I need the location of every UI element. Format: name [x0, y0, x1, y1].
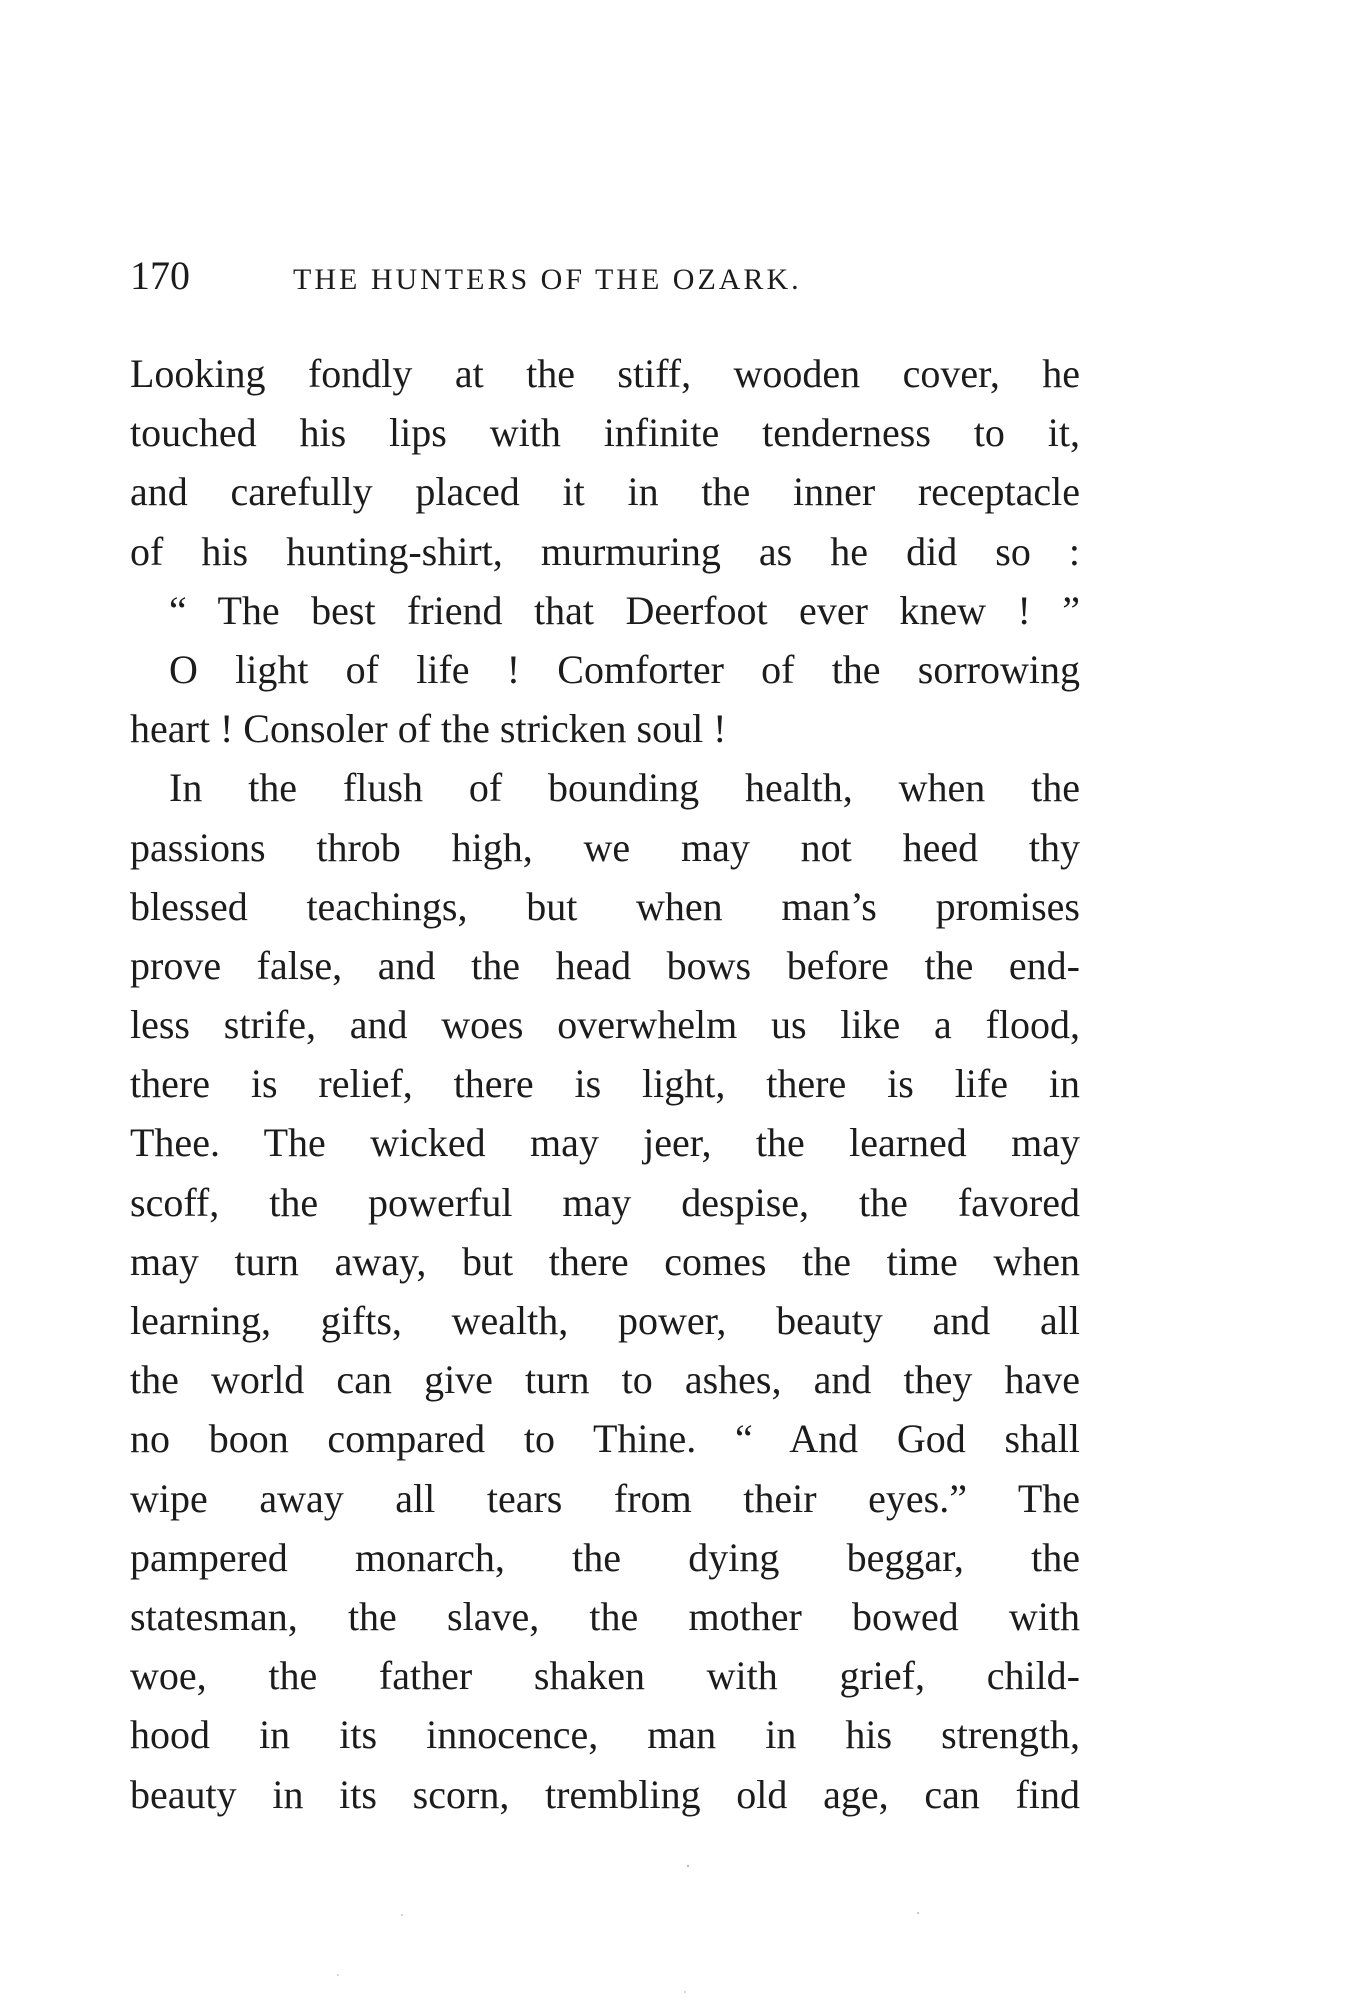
- text-line: and carefully placed it in the inner receptacle: [130, 469, 1080, 515]
- text-line: heart ! Consoler of the stricken soul !: [130, 706, 727, 752]
- text-line: woe, the father shaken with grief, child-: [130, 1653, 1080, 1699]
- text-line: Looking fondly at the stiff, wooden cover, he: [130, 351, 1080, 396]
- speck: [337, 1974, 339, 1976]
- text-line: blessed teachings, but when man’s promises: [130, 883, 1080, 929]
- text-line: passions throb high, we may not heed thy: [130, 824, 1080, 870]
- quoted-line: “ The best friend that Deerfoot ever knew ! ”: [169, 587, 1080, 633]
- text-line: may turn away, but there comes the time when: [130, 1238, 1080, 1284]
- speck: [684, 1991, 686, 1993]
- text-line: no boon compared to Thine. “ And God shall: [130, 1416, 1080, 1462]
- text-line: learning, gifts, wealth, power, beauty and all: [130, 1298, 1080, 1343]
- text-line: wipe away all tears from their eyes.” The: [130, 1475, 1080, 1521]
- speck: [917, 1912, 919, 1914]
- text-line: of his hunting-shirt, murmuring as he did so :: [130, 528, 1080, 574]
- speck: [401, 1914, 403, 1916]
- text-line: there is relief, there is light, there is life in: [130, 1061, 1080, 1107]
- text-line: statesman, the slave, the mother bowed with: [130, 1593, 1080, 1639]
- speck: [687, 1865, 689, 1867]
- text-line: pampered monarch, the dying beggar, the: [130, 1534, 1080, 1580]
- running-head: [130, 246, 1080, 306]
- text-line: In the flush of bounding health, when the: [169, 765, 1080, 811]
- text-line: O light of life ! Comforter of the sorrowing: [169, 646, 1080, 692]
- body-text: [130, 344, 1080, 1824]
- text-line: less strife, and woes overwhelm us like a flood,: [130, 1002, 1080, 1048]
- text-line: Thee. The wicked may jeer, the learned may: [130, 1120, 1080, 1166]
- page-number: 170: [130, 253, 190, 298]
- text-line: scoff, the powerful may despise, the favored: [130, 1179, 1080, 1225]
- text-line: prove false, and the head bows before the end-: [130, 942, 1080, 988]
- text-line: the world can give turn to ashes, and they have: [130, 1357, 1080, 1403]
- text-line: hood in its innocence, man in his strength,: [130, 1712, 1080, 1758]
- running-title: THE HUNTERS OF THE OZARK.: [293, 263, 802, 296]
- text-line: beauty in its scorn, trembling old age, can find: [130, 1771, 1080, 1817]
- text-line: touched his lips with infinite tenderness to it,: [130, 410, 1080, 456]
